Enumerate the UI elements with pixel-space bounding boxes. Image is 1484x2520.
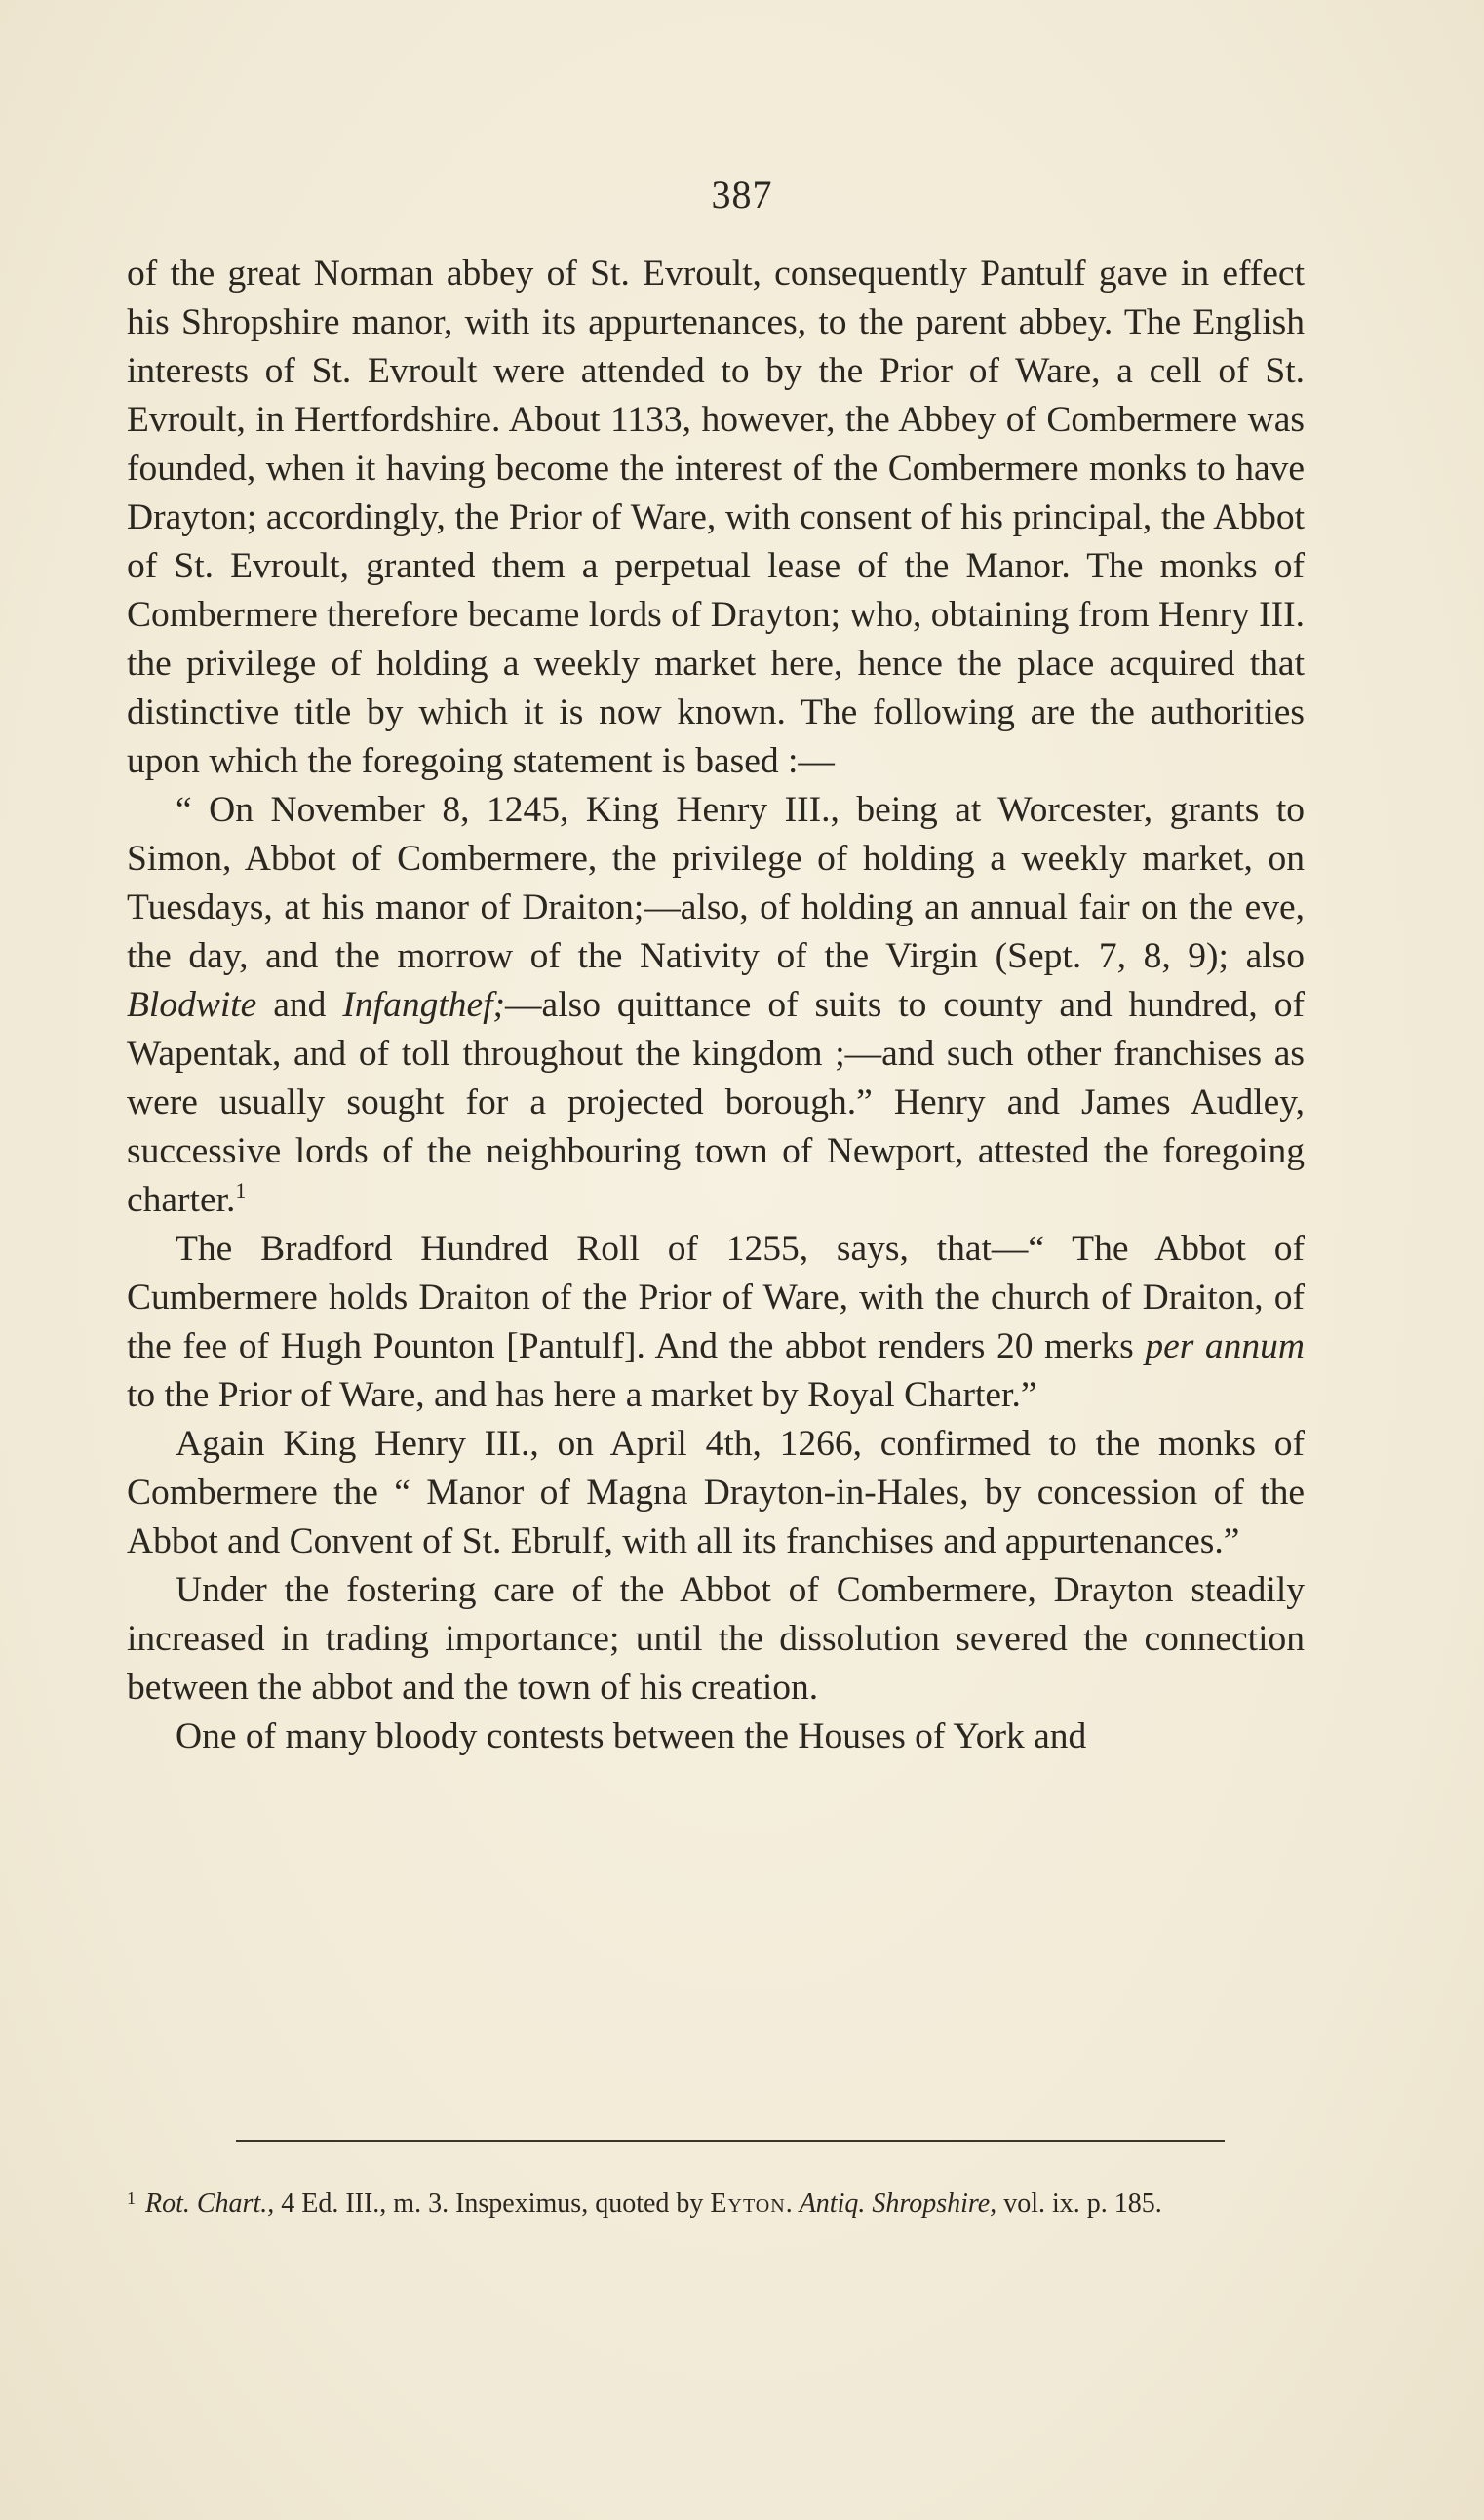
footnote: $^1$ Rot. Chart., 4 Ed. III., m. 3. Inspeximus, quoted by Eyton. Antiq. Shropshire, vol. ix. p. 185. (127, 2188, 1162, 2219)
footnote-author: Eyton (710, 2188, 786, 2219)
footnote-work: Antiq. Shropshire, (799, 2188, 997, 2219)
paragraph-1: of the great Norman abbey of St. Evroult, consequently Pantulf gave in effect his Shropshire manor, with its appurtenances, to the parent abbey. The English interests of St. Evroult were attended to by the Prior of Ware, a cell of St. Evroult, in Hertfordshire. About 1133, however, the Abbey of Combermere was founded, when it having become the interest of the Combermere monks to have Drayton; accordingly, the Prior of Ware, with consent of his principal, the Abbot of St. Evroult, granted them a perpetual lease of the Manor. The monks of Combermere therefore became lords of Drayton; who, obtaining from Henry III. the privilege of holding a weekly market here, hence the place acquired that distinctive title by which it is now known. The following are the authorities upon which the foregoing statement is based :— (127, 254, 1305, 781)
page-number: 387 (711, 173, 773, 217)
paragraph-6: One of many bloody contests between the Houses of York and (176, 1716, 1087, 1756)
body-text (127, 250, 1305, 1761)
footnote-ref[interactable]: 1 (235, 1178, 247, 1202)
italic-per-annum: per annum (1145, 1326, 1305, 1366)
paragraph-4: Again King Henry III., on April 4th, 1266, confirmed to the monks of Combermere the “ Manor of Magna Drayton-in-Hales, by concession of the Abbot and Convent of St. Ebrulf, with all its franchises and appurtenances.” (127, 1424, 1305, 1561)
footnote-mark: 1 (127, 2188, 136, 2208)
paragraph-3: The Bradford Hundred Roll of 1255, says, that—“ The Abbot of Cumbermere holds Draiton of the Prior of Ware, with the church of Draiton, of the fee of Hugh Pounton [Pantulf]. And the abbot renders 20 merks per annum to the Prior of Ware, and has here a market by Royal Charter.” (127, 1229, 1305, 1415)
paragraph-2: “ On November 8, 1245, King Henry III., being at Worcester, grants to Simon, Abbot of Combermere, the privilege of holding a weekly market, on Tuesdays, at his manor of Draiton;—also, of holding an annual fair on the eve, the day, and the morrow of the Nativity of the Virgin (Sept. 7, 8, 9); also Blodwite and Infangthef;—also quittance of suits to county and hundred, of Wapentak, and of toll throughout the kingdom ;—and such other franchises as were usually sought for a projected borough.” Henry and James Audley, successive lords of the neighbouring town of Newport, attested the foregoing charter.$^1$ (127, 790, 1305, 1220)
footnote-source: Rot. Chart., (145, 2188, 275, 2219)
italic-term-infangthef: Infangthef; (342, 985, 506, 1025)
paragraph-5: Under the fostering care of the Abbot of Combermere, Drayton steadily increased in trading importance; until the dissolution severed the connection between the abbot and the town of his creation. (127, 1570, 1305, 1708)
footnote-divider (236, 2140, 1225, 2142)
italic-term-blodwite: Blodwite (127, 985, 257, 1025)
